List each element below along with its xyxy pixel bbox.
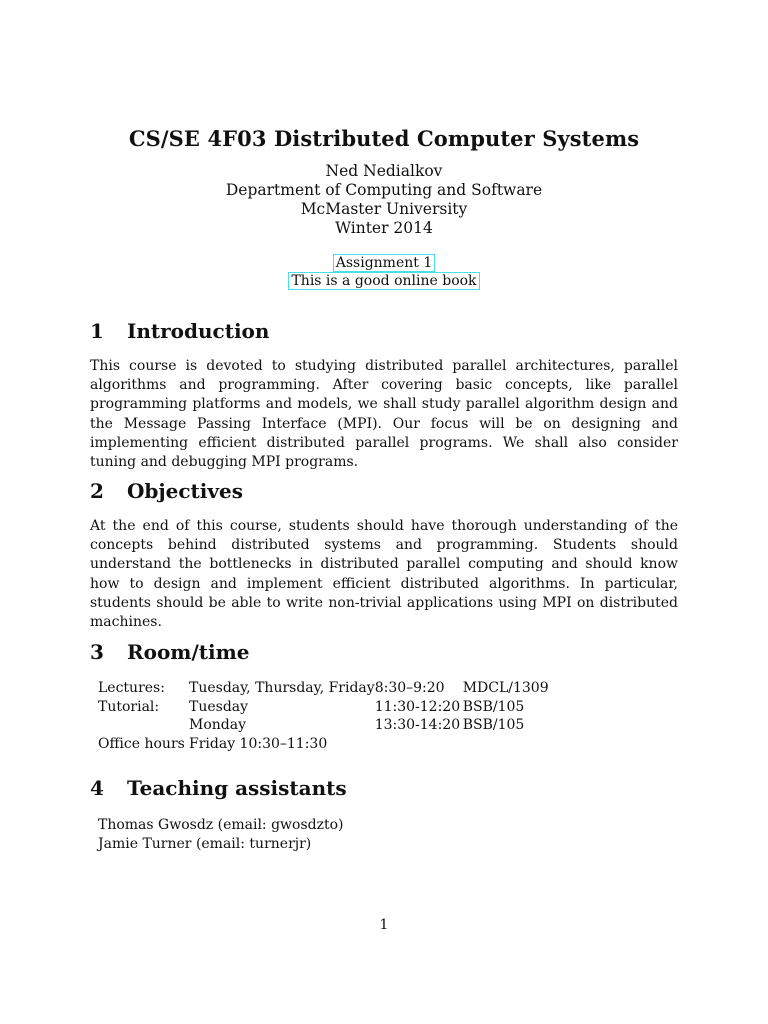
- section-heading-room-time: [90, 640, 250, 664]
- department: Department of Computing and Software: [225, 181, 543, 199]
- row-label: Tutorial:: [98, 698, 160, 715]
- row-days: Tuesday: [189, 698, 249, 715]
- list-item: Thomas Gwosdz (email: gwosdzto): [98, 817, 344, 833]
- link-block: [0, 254, 768, 290]
- section-heading-objectives: [90, 479, 243, 503]
- row-time: [375, 736, 463, 755]
- introduction-paragraph: This course is devoted to studying distributed parallel architectures, parallel algorithms and programming. After covering basic concepts, like parallel programming platforms and models, we shall study parallel algorithm design and the Message Passing Interface (MPI). Our focus will be on designing and implementing efficient distributed parallel programs. We shall also consider tuning and debugging MPI programs.: [90, 358, 678, 471]
- table-row: [98, 699, 549, 718]
- row-label: Lectures:: [98, 680, 165, 696]
- table-row: [98, 717, 549, 736]
- section-number: 2: [90, 479, 104, 503]
- row-time: 13:30-14:20: [374, 717, 461, 734]
- table-row: [98, 680, 549, 699]
- page-number: 1: [379, 917, 389, 933]
- row-time: 11:30-12:20: [374, 698, 461, 715]
- row-place: BSB/105: [462, 717, 525, 734]
- author-block: [0, 162, 768, 238]
- section-title: Objectives: [127, 479, 243, 503]
- university: McMaster University: [300, 200, 468, 218]
- author-name: Ned Nedialkov: [325, 162, 443, 180]
- list-item: Jamie Turner (email: turnerjr): [98, 836, 312, 852]
- row-label: [98, 717, 189, 736]
- row-place: [463, 736, 549, 755]
- section-number: 3: [90, 640, 104, 664]
- row-label: Office hours: [98, 736, 185, 753]
- room-time-table: [98, 680, 549, 755]
- online-book-link[interactable]: This is a good online book: [288, 272, 479, 290]
- row-days: Friday 10:30–11:30: [189, 736, 328, 753]
- assignment-link[interactable]: Assignment 1: [333, 254, 436, 272]
- row-days: Monday: [189, 717, 246, 734]
- section-heading-teaching-assistants: [90, 776, 347, 800]
- document-title: CS/SE 4F03 Distributed Computer Systems: [128, 126, 640, 151]
- row-time: 8:30–9:20: [374, 680, 445, 696]
- section-title: Introduction: [127, 319, 270, 343]
- ta-list: [98, 816, 344, 854]
- section-number: 1: [90, 319, 104, 343]
- section-title: Room/time: [127, 640, 250, 664]
- term: Winter 2014: [335, 219, 433, 237]
- objectives-paragraph: At the end of this course, students should have thorough understanding of the concepts behind distributed systems and programming. Students should understand the bottlenecks in distributed parallel computing and should know how to design and implement efficient distributed algorithms. In particular, students should be able to write non-trivial applications using MPI on distributed machines.: [90, 518, 678, 631]
- row-place: BSB/105: [462, 698, 525, 715]
- row-place: MDCL/1309: [462, 680, 549, 696]
- row-days: Tuesday, Thursday, Friday: [189, 680, 375, 696]
- section-heading-introduction: [90, 319, 269, 343]
- section-title: Teaching assistants: [127, 776, 347, 800]
- section-number: 4: [90, 776, 104, 800]
- table-row: [98, 736, 549, 755]
